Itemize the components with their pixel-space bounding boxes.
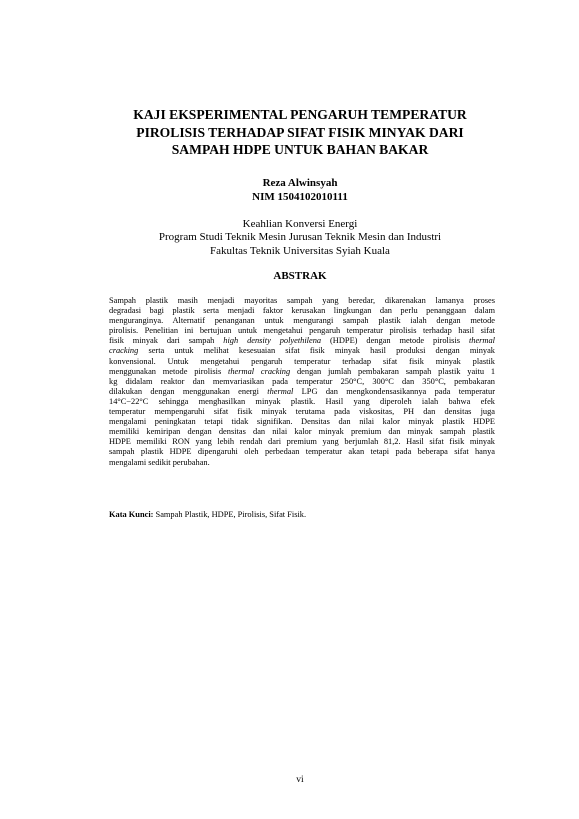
abstract-text: menguranginya. Alternatif penanganan untuk mengurangi sampah plastik ialah dengan metode	[109, 316, 495, 326]
page-number: vi	[296, 775, 304, 785]
author-name: Reza Alwinsyah	[262, 177, 338, 189]
abstract-text: fisik minyak dari sampah	[109, 336, 224, 346]
abstract-text: dengan jumlah pembakaran sampah plastik yaitu 1	[290, 366, 496, 376]
abstract-line	[109, 427, 495, 437]
author-nim: NIM 1504102010111	[252, 191, 348, 204]
abstract-text: mengalami sedikit perubahan.	[109, 457, 210, 467]
abstract-text: kg didalam reaktor dan memvariasikan pada temperatur 250°C, 300°C dan 350°C, pembakaran	[109, 376, 495, 386]
abstract-text: Sampah plastik masih menjadi mayoritas sampah yang beredar, dikarenakan lamanya proses	[109, 296, 495, 305]
abstract-text: pirolisis. Penelitian ini bertujuan untuk mengetahui pengaruh temperatur pirolisis terhadap hasil sifat	[109, 326, 495, 336]
abstract-line	[109, 346, 495, 356]
abstract-line	[109, 367, 495, 377]
abstract-line	[109, 377, 495, 387]
abstract-text: HDPE memiliki RON yang lebih rendah dari premium yang berjumlah 81,2. Hasil sifat fisik minyak	[109, 437, 495, 447]
abstract-body	[109, 296, 495, 468]
abstract-line	[109, 336, 495, 346]
abstract-line	[109, 407, 495, 417]
abstract-line	[109, 357, 495, 367]
keywords-text: Sampah Plastik, HDPE, Pirolisis, Sifat Fisik.	[153, 510, 307, 519]
abstract-line	[109, 447, 495, 457]
paper-title	[110, 106, 490, 159]
abstract-text: memiliki kemiripan dengan densitas dan nilai kalor minyak premium dan minyak sampah plastik	[109, 427, 495, 437]
abstract-text: konvensional. Untuk mengetahui pengaruh temperatur terhadap sifat fisik minyak plastik	[109, 356, 495, 366]
abstract-text: temperatur mempengaruhi sifat fisik minyak terutama pada viskositas, PH dan densitas juga	[109, 407, 495, 417]
title-line-3: SAMPAH HDPE UNTUK BAHAN BAKAR	[171, 142, 429, 158]
abstract-line	[109, 437, 495, 447]
abstract-text: menggunakan metode pirolisis	[109, 366, 229, 376]
abstract-line	[109, 417, 495, 427]
abstract-line	[109, 387, 495, 397]
abstract-text: serta untuk melihat kesesuaian sifat fisik minyak hasil produksi dengan minyak	[138, 346, 495, 356]
abstract-italic-term: cracking	[109, 346, 139, 356]
abstract-line	[109, 397, 495, 407]
abstract-italic-term: thermal	[267, 386, 294, 396]
abstract-italic-term: thermal cracking	[228, 366, 291, 376]
abstract-text: degradasi bagi plastik serta menjadi faktor kerusakan lingkungan dan perlu penanggaan dalam	[109, 306, 495, 316]
abstract-text: sampah plastik HDPE dipengaruhi oleh perbedaan temperatur akan tetapi pada beberapa sifat hanya	[109, 447, 495, 457]
abstract-text: 14°C−22°C sehingga menghasilkan minyak plastik. Hasil yang diperoleh ialah bahwa efek	[109, 396, 495, 406]
affiliation-line-1: Keahlian Konversi Energi	[242, 218, 358, 230]
affiliation-block	[100, 218, 500, 258]
keywords-label: Kata Kunci:	[109, 510, 154, 519]
abstract-heading: ABSTRAK	[273, 270, 327, 282]
abstract-text: LPG dan mengkondensasikannya pada temperatur	[293, 386, 495, 396]
author-block	[100, 176, 500, 205]
title-line-2: PIROLISIS TERHADAP SIFAT FISIK MINYAK DARI	[136, 124, 464, 140]
affiliation-line-2: Program Studi Teknik Mesin Jurusan Teknik Mesin dan Industri	[158, 231, 442, 244]
abstract-text: mengalami peningkatan tetapi tidak signifikan. Densitas dan nilai kalor minyak plastik HDPE	[109, 417, 495, 427]
abstract-italic-term: high density polyethilena	[223, 336, 322, 346]
abstract-text: dilakukan dengan menggunakan energi	[109, 386, 268, 396]
abstract-line	[109, 296, 495, 306]
abstract-line	[109, 306, 495, 316]
abstract-italic-term: thermal	[468, 336, 495, 346]
abstract-line	[109, 458, 495, 468]
keywords	[109, 510, 495, 519]
affiliation-line-3: Fakultas Teknik Universitas Syiah Kuala	[210, 244, 390, 257]
abstract-line	[109, 326, 495, 336]
title-line-1: KAJI EKSPERIMENTAL PENGARUH TEMPERATUR	[133, 107, 467, 122]
abstract-line	[109, 316, 495, 326]
abstract-text: (HDPE) dengan metode pirolisis	[321, 336, 469, 346]
